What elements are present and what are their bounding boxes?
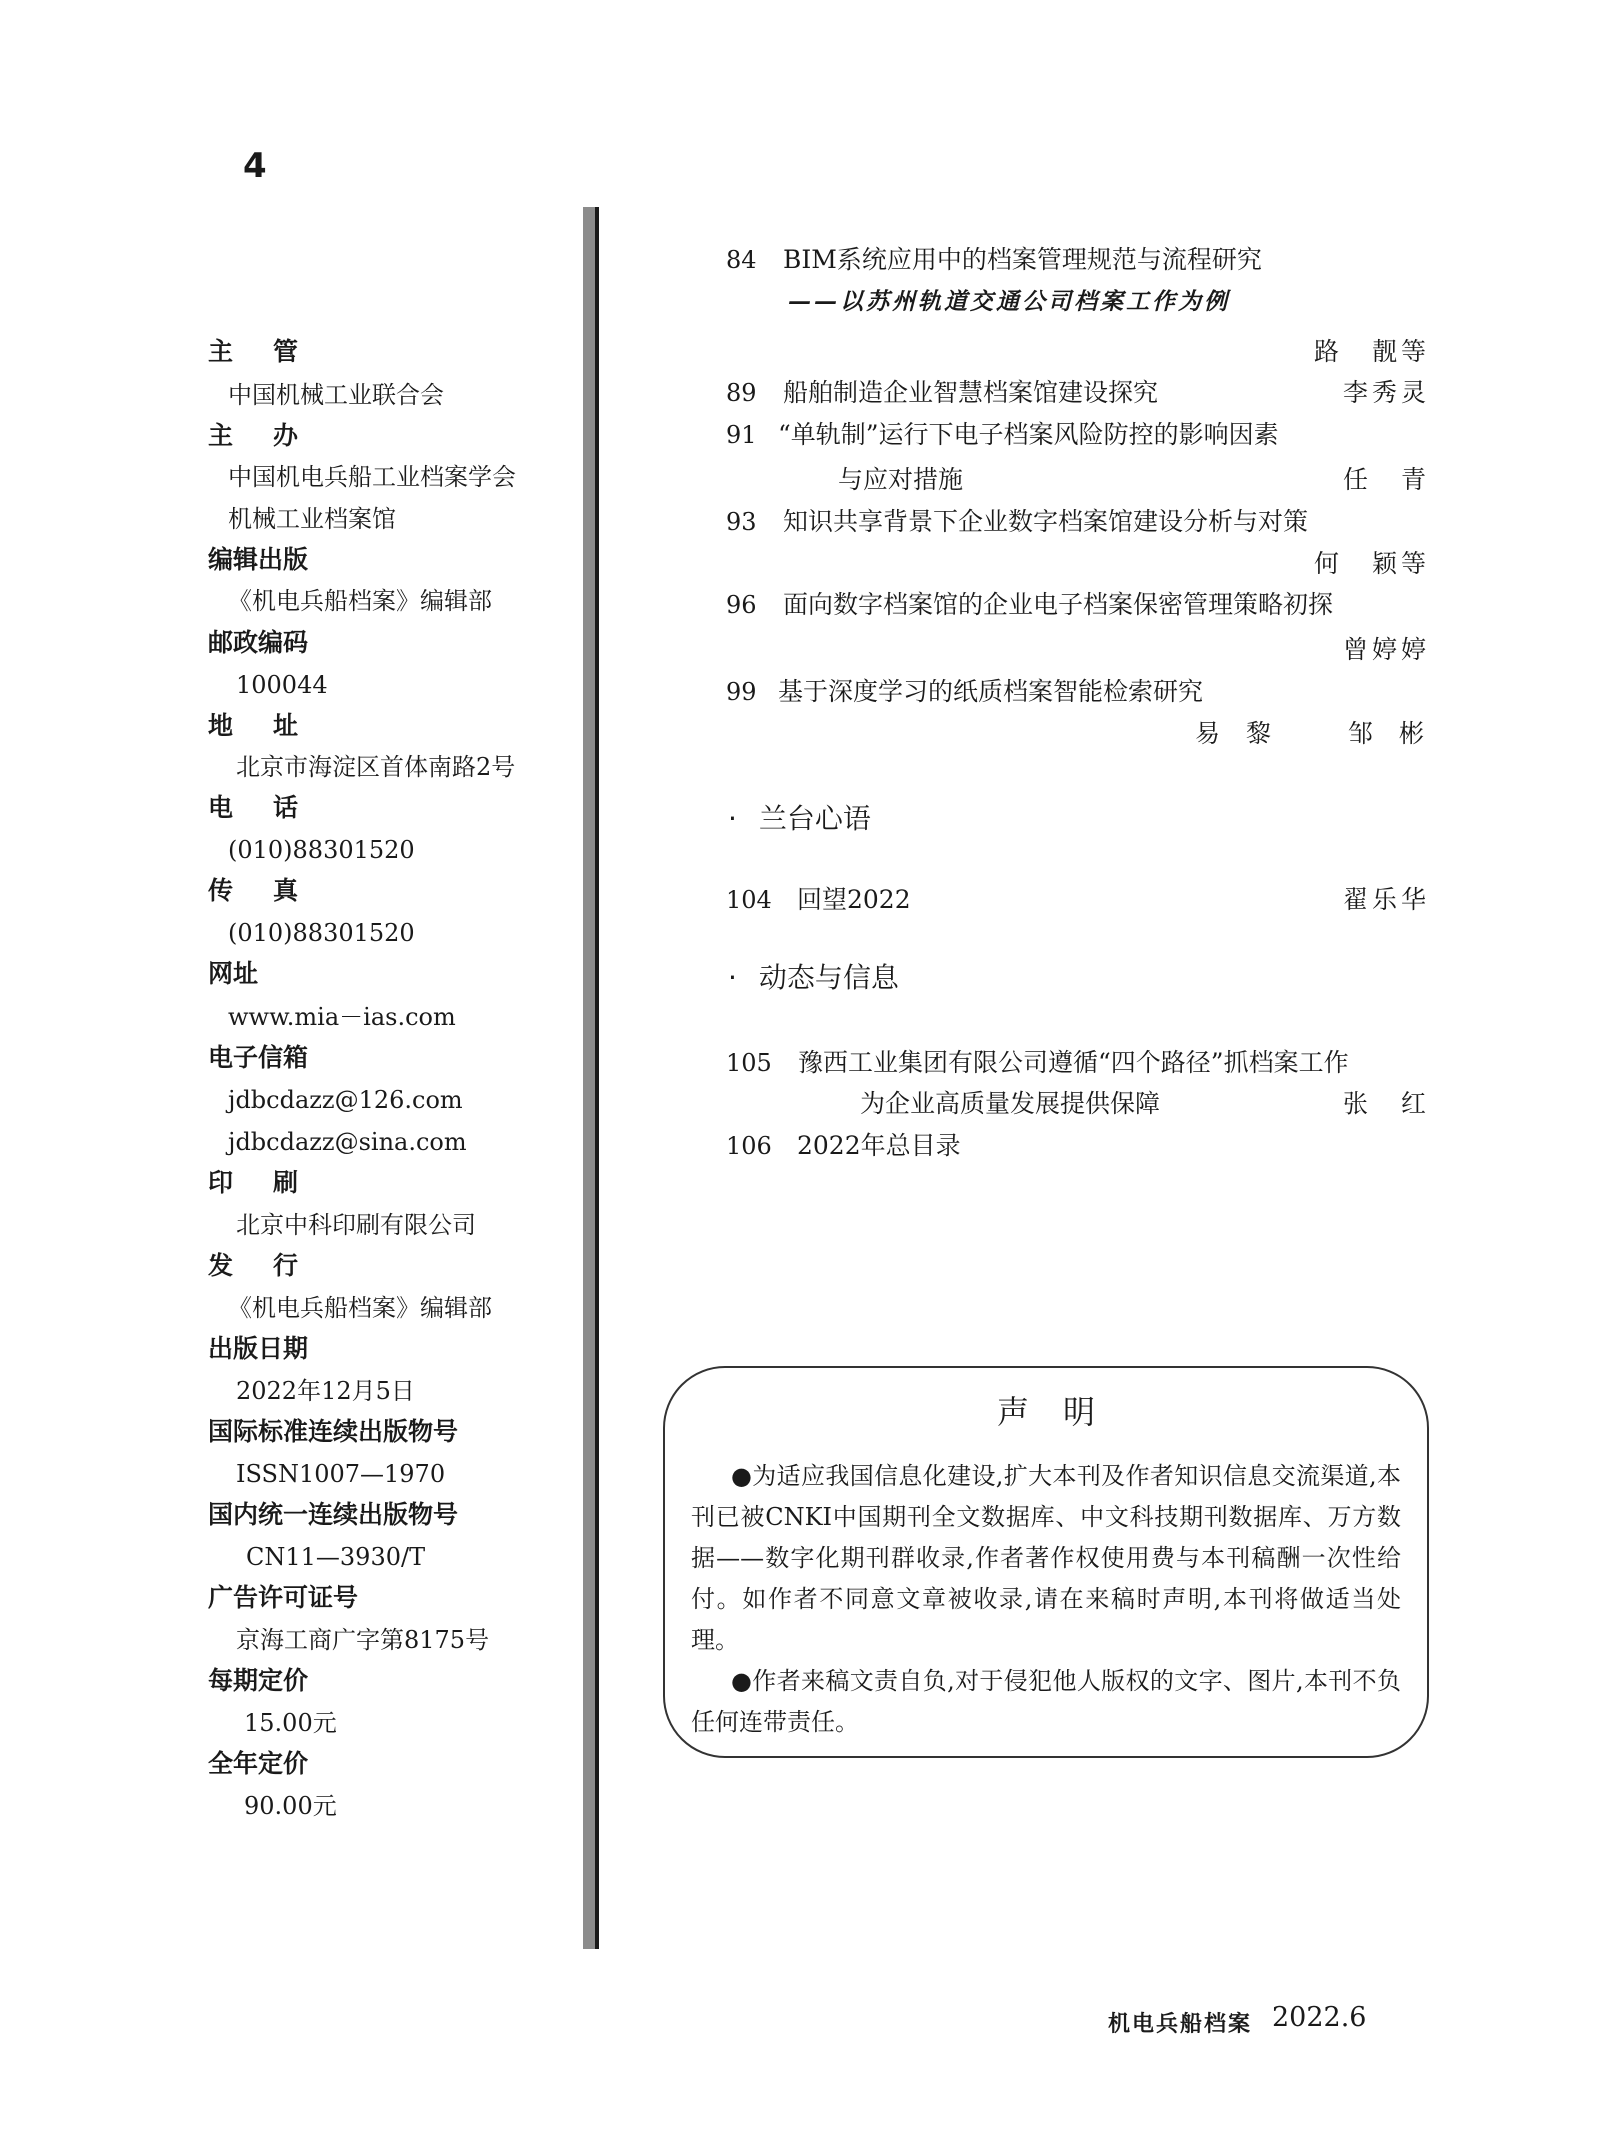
masthead-label: 每期定价	[208, 1666, 309, 1695]
masthead-value: 中国机械工业联合会	[228, 381, 444, 409]
masthead-value: 2022年12月5日	[236, 1377, 415, 1405]
masthead-value: ISSN1007—1970	[236, 1460, 446, 1488]
masthead-value: 100044	[236, 671, 328, 699]
toc-title: “单轨制”运行下电子档案风险防控的影响因素	[778, 420, 1279, 449]
section-title: 兰台心语	[758, 802, 871, 835]
toc-page-number: 104	[726, 886, 772, 914]
masthead-label: 传真	[208, 876, 339, 905]
toc-subtitle: ——以苏州轨道交通公司档案工作为例	[788, 288, 1230, 315]
masthead-label: 广告许可证号	[208, 1583, 359, 1612]
notice-title: 声明	[996, 1393, 1129, 1431]
toc-title-continued: 与应对措施	[838, 465, 964, 494]
column-divider	[583, 207, 599, 1949]
notice-body	[691, 1456, 1401, 1743]
masthead-label: 出版日期	[208, 1334, 309, 1363]
masthead-label: 国际标准连续出版物号	[208, 1417, 459, 1446]
toc-page-number: 84	[726, 246, 757, 274]
masthead-value: 中国机电兵船工业档案学会	[228, 463, 516, 491]
masthead-value: 京海工商广字第8175号	[236, 1626, 490, 1654]
toc-title: 基于深度学习的纸质档案智能检索研究	[778, 677, 1204, 706]
section-heading	[728, 802, 871, 836]
masthead-label: 国内统一连续出版物号	[208, 1500, 459, 1529]
toc-title: BIM系统应用中的档案管理规范与流程研究	[783, 245, 1262, 274]
toc-author: 路 靓等	[1313, 337, 1430, 366]
toc-author: 任 青	[1342, 465, 1430, 494]
masthead-label: 地址	[208, 711, 339, 740]
toc-title-continued: 为企业高质量发展提供保障	[860, 1089, 1161, 1118]
toc-title: 知识共享背景下企业数字档案馆建设分析与对策	[783, 507, 1309, 536]
masthead-label: 全年定价	[208, 1749, 309, 1778]
masthead-value: CN11—3930/T	[246, 1543, 426, 1571]
masthead-value: www.mia－ias.com	[228, 1003, 456, 1031]
footer-issue: 2022.6	[1272, 2002, 1367, 2033]
toc-author: 曾婷婷	[1342, 635, 1430, 664]
toc-author: 何 颖等	[1313, 549, 1430, 578]
toc-title: 回望2022	[797, 885, 911, 914]
masthead-value: 《机电兵船档案》编辑部	[228, 587, 492, 615]
toc-page-number: 106	[726, 1132, 772, 1160]
toc-title: 船舶制造企业智慧档案馆建设探究	[783, 378, 1159, 407]
toc-author: 翟乐华	[1342, 885, 1430, 914]
section-heading	[728, 961, 899, 995]
toc-page-number: 96	[726, 591, 757, 619]
masthead-value: 90.00元	[244, 1792, 337, 1820]
toc-page-number: 89	[726, 379, 757, 407]
page-number: 4	[243, 146, 267, 186]
toc-title: 2022年总目录	[797, 1131, 961, 1160]
toc-title: 面向数字档案馆的企业电子档案保密管理策略初探	[783, 590, 1334, 619]
bullet: ·	[728, 961, 737, 994]
masthead-value: 北京市海淀区首体南路2号	[236, 753, 516, 781]
masthead-label: 电子信箱	[208, 1043, 309, 1072]
masthead-label: 电话	[208, 793, 339, 822]
toc-author: 张 红	[1342, 1089, 1430, 1118]
toc-author: 李秀灵	[1342, 378, 1430, 407]
masthead-value: 15.00元	[244, 1709, 337, 1737]
toc-author: 易黎 邹彬	[1194, 719, 1450, 748]
masthead-value: 北京中科印刷有限公司	[236, 1211, 476, 1239]
toc-title: 豫西工业集团有限公司遵循“四个路径”抓档案工作	[798, 1048, 1349, 1077]
section-title: 动态与信息	[758, 961, 899, 994]
masthead-label: 主管	[208, 337, 339, 366]
masthead-value: (010)88301520	[228, 836, 415, 864]
notice-paragraph: ●作者来稿文责自负,对于侵犯他人版权的文字、图片,本刊不负任何连带责任。	[691, 1667, 1401, 1736]
masthead-value: (010)88301520	[228, 919, 415, 947]
masthead-value: 机械工业档案馆	[228, 505, 396, 533]
masthead-value: 《机电兵船档案》编辑部	[228, 1294, 492, 1322]
toc-page-number: 105	[726, 1049, 772, 1077]
bullet: ·	[728, 802, 737, 835]
masthead-value: jdbcdazz@sina.com	[228, 1128, 467, 1156]
masthead-value: jdbcdazz@126.com	[228, 1086, 463, 1114]
notice-box	[663, 1366, 1429, 1758]
masthead-label: 编辑出版	[208, 545, 309, 574]
toc-page-number: 93	[726, 508, 757, 536]
masthead-label: 网址	[208, 959, 259, 988]
masthead-label: 邮政编码	[208, 628, 309, 657]
toc-page-number: 91	[726, 421, 757, 449]
masthead-label: 发行	[208, 1251, 339, 1280]
footer-journal-name: 机电兵船档案	[1108, 2011, 1253, 2037]
masthead-label: 主办	[208, 421, 339, 450]
notice-paragraph: ●为适应我国信息化建设,扩大本刊及作者知识信息交流渠道,本刊已被CNKI中国期刊全文数据库、中文科技期刊数据库、万方数据——数字化期刊群收录,作者著作权使用费与本刊稿酬一次性给付。如作者不同意文章被收录,请在来稿时声明,本刊将做适当处理。	[691, 1462, 1401, 1654]
toc-page-number: 99	[726, 678, 757, 706]
masthead-label: 印刷	[208, 1168, 339, 1197]
